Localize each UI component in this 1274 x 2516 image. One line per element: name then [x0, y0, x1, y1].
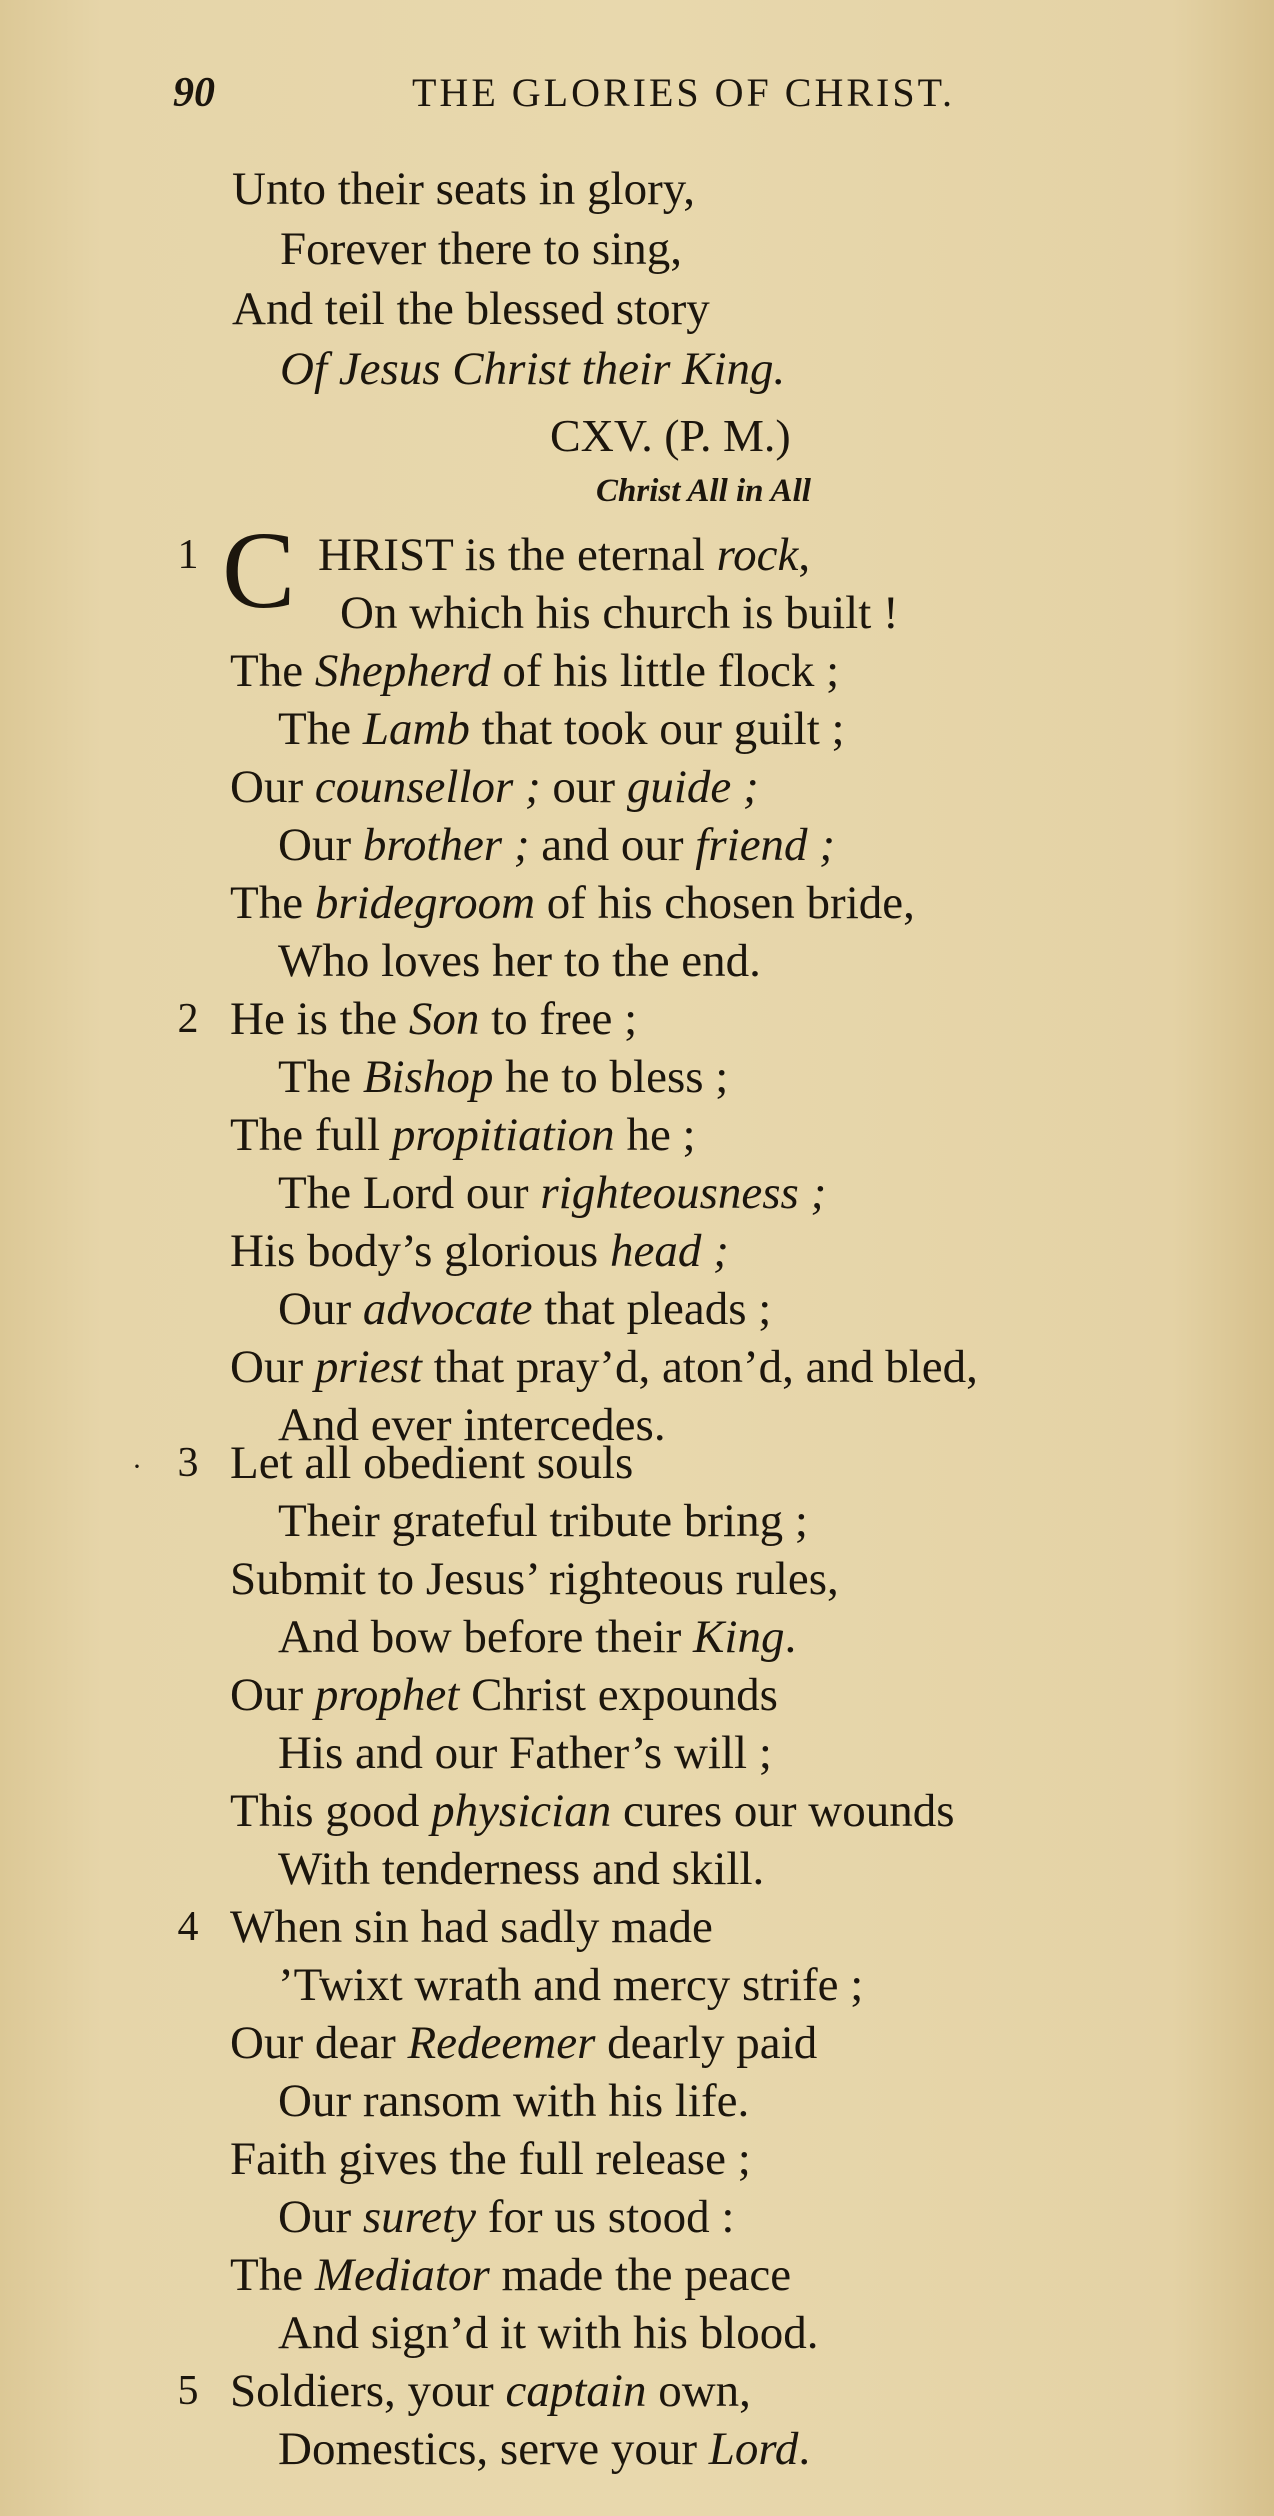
- verse-3-line-8: With tenderness and skill.: [278, 1843, 765, 1895]
- verse-1-line-4: The Lamb that took our guilt ;: [278, 703, 845, 755]
- verse-2-line-8: And ever intercedes.: [278, 1399, 666, 1451]
- verse-1-line-5: Our counsellor ; our guide ;: [230, 761, 759, 813]
- hymn-number: CXV. (P. M.): [550, 410, 791, 461]
- verse-3-line-3: Submit to Jesus’ righteous rules,: [230, 1553, 839, 1605]
- verse-3-line-6: His and our Father’s will ;: [278, 1727, 772, 1779]
- verse-2-line-6: Our advocate that pleads ;: [278, 1283, 772, 1335]
- verse-3-line-7: This good physician cures our wounds: [230, 1785, 955, 1837]
- intro-line-1: Unto their seats in glory,: [232, 163, 695, 215]
- verse-number-4: 4: [177, 1904, 199, 1950]
- verse-3-line-1: Let all obedient souls: [230, 1437, 634, 1489]
- verse-4-line-7: The Mediator made the peace: [230, 2249, 792, 2301]
- verse-number-5: 5: [177, 2368, 199, 2414]
- verse-1-line-7: The bridegroom of his chosen bride,: [230, 877, 915, 929]
- verse-number-3: 3: [177, 1440, 199, 1486]
- page-number: 90: [173, 70, 215, 116]
- hymn-subtitle: Christ All in All: [596, 473, 811, 509]
- running-title: THE GLORIES OF CHRIST.: [412, 70, 956, 115]
- verse-4-line-6: Our surety for us stood :: [278, 2191, 735, 2243]
- verse-4-line-4: Our ransom with his life.: [278, 2075, 750, 2127]
- verse-4-line-3: Our dear Redeemer dearly paid: [230, 2017, 818, 2069]
- verse-3-line-4: And bow before their King.: [278, 1611, 797, 1663]
- verse-1-line-2: On which his church is built !: [340, 587, 899, 639]
- verse-1-line-6: Our brother ; and our friend ;: [278, 819, 835, 871]
- verse-number-2: 2: [177, 996, 199, 1042]
- verse-2-line-1: He is the Son to free ;: [230, 993, 638, 1045]
- verse-4-line-2: ’Twixt wrath and mercy strife ;: [278, 1959, 864, 2011]
- verse-1-line-8: Who loves her to the end.: [278, 935, 761, 987]
- verse-2-line-3: The full propitiation he ;: [230, 1109, 696, 1161]
- verse-4-line-8: And sign’d it with his blood.: [278, 2307, 819, 2359]
- verse-2-line-5: His body’s glorious head ;: [230, 1225, 729, 1277]
- verse-4-line-5: Faith gives the full release ;: [230, 2133, 751, 2185]
- verse-5-line-1: Soldiers, your captain own,: [230, 2365, 751, 2417]
- drop-cap: C: [222, 509, 296, 631]
- verse-number-1: 1: [177, 532, 199, 578]
- verse-3-line-2: Their grateful tribute bring ;: [278, 1495, 808, 1547]
- verse-5-line-2: Domestics, serve your Lord.: [278, 2423, 811, 2475]
- verse-2-line-2: The Bishop he to bless ;: [278, 1051, 729, 1103]
- intro-line-4: Of Jesus Christ their King.: [280, 343, 786, 395]
- verse-2-line-4: The Lord our righteousness ;: [278, 1167, 827, 1219]
- verse-1-line-1: HRIST is the eternal rock,: [318, 529, 811, 581]
- verse-1-line-3: The Shepherd of his little flock ;: [230, 645, 840, 697]
- margin-mark: ·: [132, 1450, 142, 1483]
- verse-3-line-5: Our prophet Christ expounds: [230, 1669, 778, 1721]
- intro-line-3: And teil the blessed story: [232, 283, 710, 335]
- intro-line-2: Forever there to sing,: [280, 223, 683, 275]
- verse-2-line-7: Our priest that pray’d, aton’d, and bled,: [230, 1341, 978, 1393]
- verse-4-line-1: When sin had sadly made: [230, 1901, 713, 1953]
